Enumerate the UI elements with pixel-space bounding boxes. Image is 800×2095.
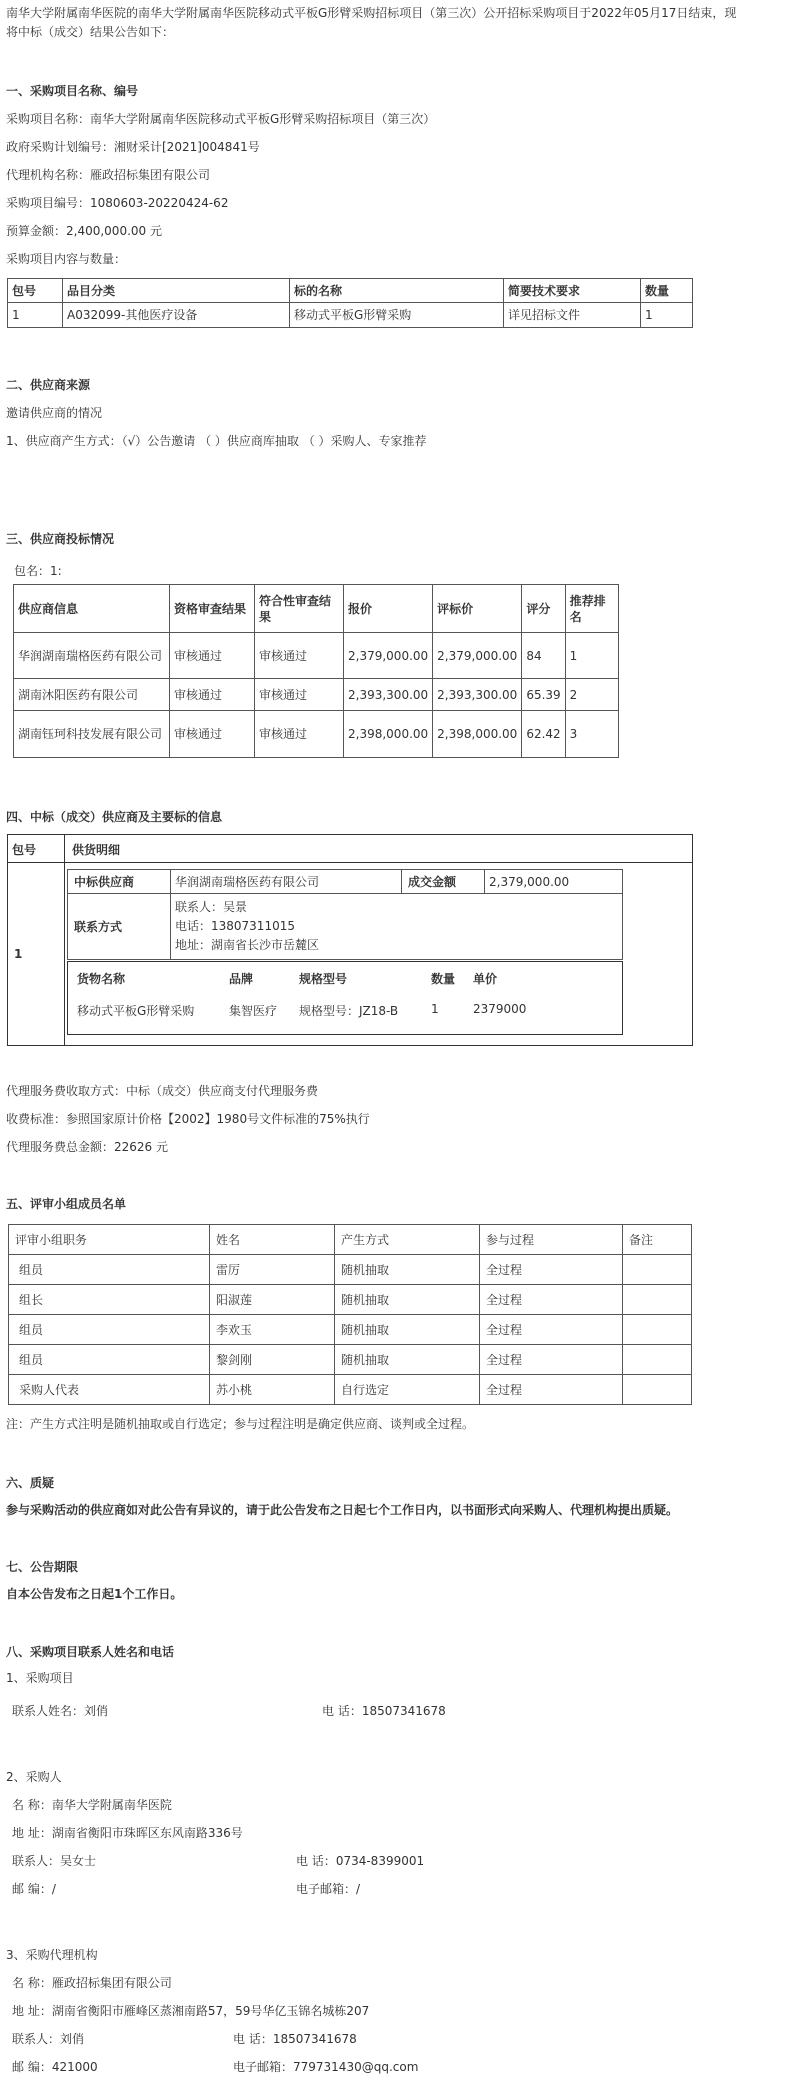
cell: 湖南钰珂科技发展有限公司 [14,711,170,758]
contact-label: 联系方式 [68,894,171,960]
agency-zip: 邮 编：421000 [12,2060,98,2074]
cell: 全过程 [480,1315,623,1345]
section-3-title: 三、供应商投标情况 [6,532,115,546]
goods-spec: 规格型号：JZ18-B [299,1004,399,1018]
table-row [9,1255,692,1285]
cell [623,1285,692,1315]
table-row [68,870,623,894]
bidder-table [13,584,619,758]
agency-phone: 电 话：18507341678 [233,2032,357,2046]
cell: 1 [641,303,693,328]
panel-note: 注：产生方式注明是随机抽取或自行选定；参与过程注明是确定供应商、谈判或全过程。 [6,1417,475,1431]
amount-value: 2,379,000.00 [485,870,623,894]
cell: 采购人代表 [9,1375,210,1405]
agency-address: 地 址：湖南省衡阳市雁峰区蒸湘南路57，59号华亿玉锦名城栋207 [12,2004,370,2018]
cell: 审核通过 [255,711,344,758]
purchaser-phone: 电 话：0734-8399001 [296,1854,425,1868]
horizontal-divider [8,862,692,863]
cell: 组员 [9,1255,210,1285]
contact-address: 地址：湖南省长沙市岳麓区 [175,938,320,952]
cell: 全过程 [480,1255,623,1285]
cell: 移动式平板G形臂采购 [290,303,504,328]
period-text: 自本公告发布之日起1个工作日。 [6,1587,183,1601]
content-table [7,278,693,328]
agency-contact: 联系人：刘俏 [12,2032,85,2046]
cell: 随机抽取 [335,1255,480,1285]
cell: 组员 [9,1345,210,1375]
purchaser-email: 电子邮箱：/ [296,1882,361,1896]
col-header: 供应商信息 [14,585,170,633]
cell: 审核通过 [255,679,344,711]
col-header: 参与过程 [480,1225,623,1255]
cell: 2,393,300.00 [433,679,522,711]
cell: 雷厉 [210,1255,335,1285]
section-7-title: 七、公告期限 [6,1560,79,1574]
cell: 苏小桃 [210,1375,335,1405]
fee-total: 代理服务费总金额：22626 元 [6,1140,168,1154]
cell: 华润湖南瑞格医药有限公司 [14,633,170,679]
goods-header-spec: 规格型号 [299,972,348,986]
amount-label: 成交金额 [402,870,485,894]
table-row [9,1375,692,1405]
col-header: 符合性审查结果 [255,585,344,633]
col-header: 姓名 [210,1225,335,1255]
purchaser-address: 地 址：湖南省衡阳市珠晖区东风南路336号 [12,1826,243,1840]
agency-name-line: 名 称：雁政招标集团有限公司 [12,1976,172,1990]
purchaser-contact: 联系人：吴女士 [12,1854,97,1868]
table-row [9,1345,692,1375]
section-5-title: 五、评审小组成员名单 [6,1197,127,1211]
col-header: 报价 [344,585,433,633]
section-4-title: 四、中标（成交）供应商及主要标的信息 [6,810,223,824]
col-header: 资格审查结果 [170,585,255,633]
col-header: 推荐排名 [565,585,618,633]
table-row [14,711,619,758]
col-header: 简要技术要求 [504,279,641,303]
contact-phone: 电话：13807311015 [175,919,295,933]
cell: 2,398,000.00 [433,711,522,758]
cell: 62.42 [522,711,565,758]
goods-header-brand: 品牌 [229,972,254,986]
project-number: 采购项目编号：1080603-20220424-62 [6,196,229,210]
winner-value: 华润湖南瑞格医药有限公司 [171,870,402,894]
vertical-divider [64,835,65,1045]
col-header: 评标价 [433,585,522,633]
table-row [14,633,619,679]
cell: 2 [565,679,618,711]
supplier-method: 1、供应商产生方式：（√）公告邀请 （ ）供应商库抽取 （ ）采购人、专家推荐 [6,434,427,448]
cell [623,1255,692,1285]
contact-person: 联系人：吴景 [175,900,248,914]
cell: 2,398,000.00 [344,711,433,758]
cell: A032099-其他医疗设备 [63,303,290,328]
cell: 全过程 [480,1285,623,1315]
col-header: 评审小组职务 [9,1225,210,1255]
winner-table [67,869,623,960]
cell: 2,379,000.00 [344,633,433,679]
cell: 2,379,000.00 [433,633,522,679]
cell: 随机抽取 [335,1285,480,1315]
package-name: 包名：1: [14,564,62,578]
col-header: 数量 [641,279,693,303]
table-header-row [14,585,619,633]
cell: 组长 [9,1285,210,1315]
winner-label: 中标供应商 [68,870,171,894]
cell: 1 [8,303,63,328]
contact-value [171,894,623,960]
cell: 84 [522,633,565,679]
table-header-row [8,279,693,303]
objection-text: 参与采购活动的供应商如对此公告有异议的，请于此公告发布之日起七个工作日内，以书面形式向采购人、代理机构提出质疑。 [6,1503,679,1517]
table-row [9,1315,692,1345]
col-header: 品目分类 [63,279,290,303]
cell: 详见招标文件 [504,303,641,328]
goods-name: 移动式平板G形臂采购 [77,1004,195,1018]
panel-table [8,1224,692,1405]
purchaser-zip: 邮 编：/ [12,1882,56,1896]
cell: 随机抽取 [335,1345,480,1375]
project-contact-name: 联系人姓名：刘俏 [12,1704,109,1718]
section-1-title: 一、采购项目名称、编号 [6,84,139,98]
goods-brand: 集智医疗 [229,1004,278,1018]
cell: 李欢玉 [210,1315,335,1345]
supplier-source-sub: 邀请供应商的情况 [6,406,103,420]
goods-price: 2379000 [473,1002,527,1016]
col-header: 评分 [522,585,565,633]
content-label: 采购项目内容与数量： [6,252,127,266]
cell: 自行选定 [335,1375,480,1405]
purchaser-title: 2、采购人 [6,1770,62,1784]
cell: 1 [565,633,618,679]
col-header: 备注 [623,1225,692,1255]
agency-email: 电子邮箱：779731430@qq.com [233,2060,419,2074]
cell: 3 [565,711,618,758]
col-header: 包号 [8,279,63,303]
cell: 65.39 [522,679,565,711]
fee-standard: 收费标准：参照国家原计价格【2002】1980号文件标准的75%执行 [6,1112,370,1126]
cell [623,1345,692,1375]
table-row [68,894,623,960]
goods-header-qty: 数量 [431,972,456,986]
goods-header-price: 单价 [473,972,498,986]
budget-amount: 预算金额：2,400,000.00 元 [6,224,162,238]
purchaser-name: 名 称：南华大学附属南华医院 [12,1798,172,1812]
agency-title: 3、采购代理机构 [6,1948,98,1962]
section-2-title: 二、供应商来源 [6,378,91,392]
table-row [8,303,693,328]
pkg-number: 1 [14,947,23,961]
fee-method: 代理服务费收取方式：中标（成交）供应商支付代理服务费 [6,1084,319,1098]
cell: 组员 [9,1315,210,1345]
section-6-title: 六、质疑 [6,1476,55,1490]
cell: 黎剑刚 [210,1345,335,1375]
agency-name: 代理机构名称：雁政招标集团有限公司 [6,168,211,182]
project-contact-phone: 电 话：18507341678 [322,1704,446,1718]
table-row [9,1285,692,1315]
cell: 审核通过 [170,711,255,758]
cell: 随机抽取 [335,1315,480,1345]
cell: 2,393,300.00 [344,679,433,711]
intro-line-1: 南华大学附属南华医院的南华大学附属南华医院移动式平板G形臂采购招标项目（第三次）公开招标采购项目于2022年05月17日结束，现 [6,6,737,20]
cell [623,1315,692,1345]
goods-header-name: 货物名称 [77,972,126,986]
cell: 审核通过 [255,633,344,679]
cell: 湖南沐阳医药有限公司 [14,679,170,711]
plan-number: 政府采购计划编号：湘财采计[2021]004841号 [6,140,260,154]
cell: 全过程 [480,1345,623,1375]
project-name: 采购项目名称：南华大学附属南华医院移动式平板G形臂采购招标项目（第三次） [6,112,436,126]
cell [623,1375,692,1405]
cell: 阳淑莲 [210,1285,335,1315]
cell: 审核通过 [170,679,255,711]
col-header: 产生方式 [335,1225,480,1255]
project-contact-title: 1、采购项目 [6,1671,74,1685]
section-8-title: 八、采购项目联系人姓名和电话 [6,1645,175,1659]
col-header: 标的名称 [290,279,504,303]
table-row [14,679,619,711]
pkg-header: 包号 [12,843,37,857]
goods-qty: 1 [431,1002,439,1016]
cell: 审核通过 [170,633,255,679]
cell: 全过程 [480,1375,623,1405]
detail-header: 供货明细 [72,843,121,857]
table-header-row [9,1225,692,1255]
intro-line-2: 将中标（成交）结果公告如下： [6,25,175,39]
goods-box [67,961,623,1035]
